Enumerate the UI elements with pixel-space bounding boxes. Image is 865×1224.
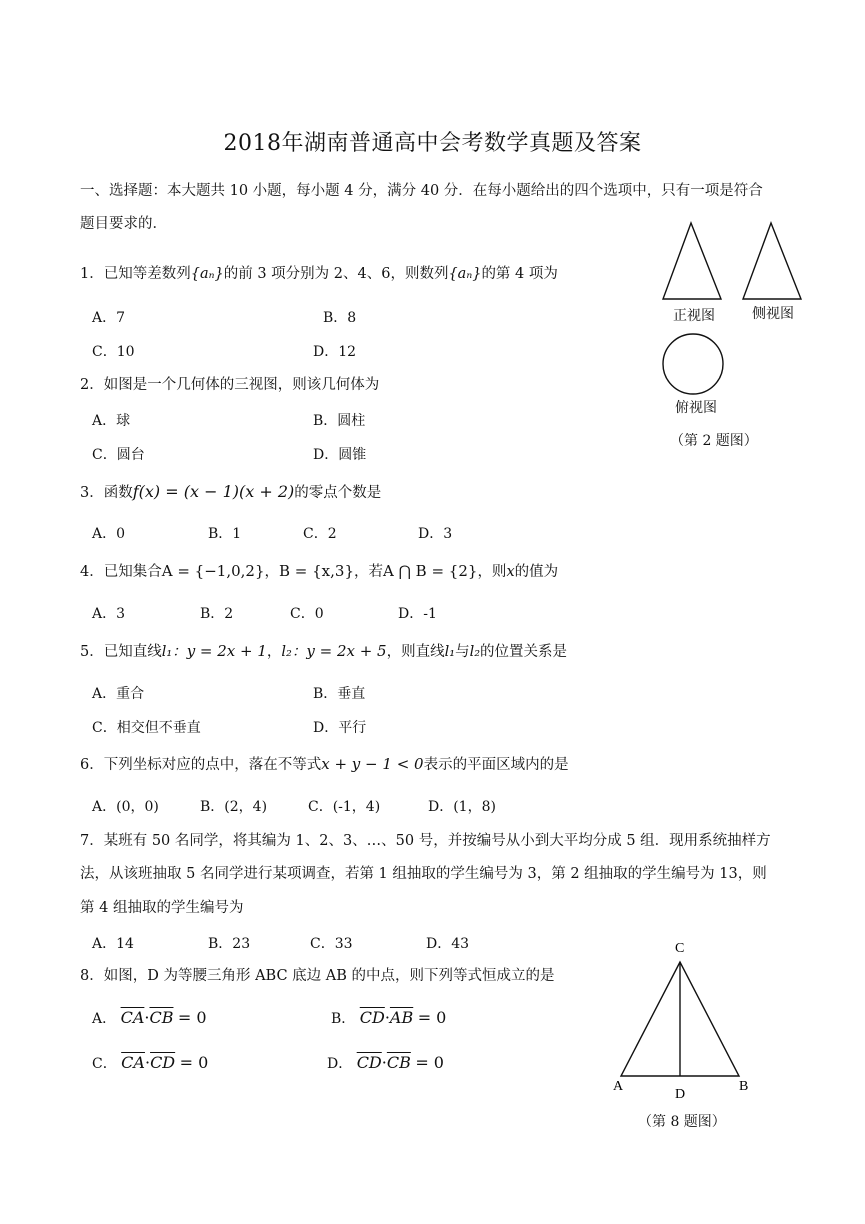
vector-cb: $\overline{CB}$ [149, 1008, 174, 1027]
q7-option-a: A．14 [92, 936, 134, 952]
q3-stem-part: 的零点个数是 [294, 485, 382, 501]
inequality-expression: x + y − 1 < 0 [321, 755, 424, 773]
front-view-triangle [663, 223, 721, 299]
q2-option-a: A．球 [92, 413, 131, 429]
line-l1-equation: y = 2x + 1 [186, 642, 267, 660]
question-2-stem: 2．如图是一个几何体的三视图，则该几何体为 [80, 377, 380, 393]
vertex-label-b: B [739, 1079, 749, 1094]
q5-separator: ， [266, 644, 282, 660]
q1-option-c: C．10 [92, 344, 135, 360]
question-7-line3: 第 4 组抽取的学生编号为 [80, 900, 244, 916]
q1-option-b: B．8 [323, 310, 357, 326]
equation-rhs: = 0 [179, 1053, 209, 1072]
q3-function-formula: f(x) = (x − 1)(x + 2) [132, 482, 295, 501]
line-l2-label: l₂： [281, 644, 307, 660]
question-7-line1: 7．某班有 50 名同学，将其编为 1、2、3、…、50 号，并按编号从小到大平均分成 5 组．现用系统抽样方 [80, 833, 771, 849]
q8-option-c: C． $\overline{CA}\cdot\overline{CD} = 0$ [92, 1053, 209, 1072]
vector-cb: $\overline{CB}$ [386, 1053, 411, 1072]
q7-option-d: D．43 [426, 936, 470, 952]
q1-stem-part: 的前 3 项分别为 2、4、6，则数列 [223, 266, 449, 282]
q3-option-a: A．0 [92, 526, 126, 542]
q6-stem-part: 表示的平面区域内的是 [423, 757, 569, 773]
q4-separator: ，若 [354, 564, 383, 580]
q4-option-a: A．3 [92, 606, 126, 622]
set-a-expression: A = {−1,0,2} [161, 562, 265, 580]
q2-option-b: B．圆柱 [313, 413, 366, 429]
question-4-stem [80, 561, 558, 582]
variable-x: x [506, 564, 515, 580]
q2-option-c: C．圆台 [92, 447, 145, 463]
page-title: 2018年湖南普通高中会考数学真题及答案 [223, 131, 642, 156]
q4-stem-part: 4．已知集合 [80, 564, 162, 580]
q4-option-c: C．0 [290, 606, 324, 622]
question-7-line2: 法，从该班抽取 5 名同学进行某项调查，若第 1 组抽取的学生编号为 3，第 2 组抽取的学生编号为 13，则 [80, 866, 767, 882]
option-letter: A． [92, 1011, 117, 1027]
q4-stem-part: 的值为 [514, 564, 559, 580]
line-l1-label: l₁： [161, 644, 187, 660]
q4-option-d: D．-1 [398, 606, 437, 622]
q6-stem-part: 6．下列坐标对应的点中，落在不等式 [80, 757, 322, 773]
figure-2-caption: （第 2 题图） [670, 433, 758, 449]
q3-option-b: B．1 [208, 526, 242, 542]
option-letter: D． [327, 1056, 353, 1072]
side-view-triangle [743, 223, 801, 299]
q3-stem-part: 3．函数 [80, 485, 133, 501]
sequence-symbol: {aₙ} [190, 266, 224, 282]
top-view-label: 俯视图 [675, 400, 717, 416]
q1-stem-part: 1．已知等差数列 [80, 266, 191, 282]
q7-option-b: B．23 [208, 936, 251, 952]
q8-option-d: D． $\overline{CD}\cdot\overline{CB} = 0$ [327, 1053, 444, 1072]
line-l2-equation: y = 2x + 5 [306, 642, 387, 660]
intersection-condition: A ⋂ B = {2} [383, 562, 478, 580]
figure-8-triangle [605, 935, 765, 1105]
figure-8-caption: （第 8 题图） [638, 1114, 726, 1130]
q7-option-c: C．33 [310, 936, 353, 952]
q4-separator: ， [264, 564, 279, 580]
line-l2-ref: l₂ [469, 644, 481, 660]
side-view-label: 侧视图 [752, 306, 794, 322]
question-6-stem [80, 754, 569, 775]
sequence-symbol: {aₙ} [448, 266, 482, 282]
q5-stem-part: 的位置关系是 [480, 644, 568, 660]
q6-option-c: C．(-1，4) [308, 799, 381, 815]
q5-option-d: D．平行 [313, 720, 367, 736]
q4-stem-part: ，则 [477, 564, 507, 580]
top-view-circle [663, 334, 723, 394]
q8-option-b: B． $\overline{CD}\cdot\overline{AB} = 0$ [331, 1008, 447, 1027]
front-view-label: 正视图 [673, 308, 715, 324]
vector-ab: $\overline{AB}$ [389, 1008, 414, 1027]
option-letter: C． [92, 1056, 117, 1072]
question-5-stem [80, 641, 567, 662]
q5-option-b: B．垂直 [313, 686, 366, 702]
question-8-stem: 8．如图，D 为等腰三角形 ABC 底边 AB 的中点，则下列等式恒成立的是 [80, 968, 555, 984]
line-l1-ref: l₁ [444, 644, 456, 660]
question-1-stem [80, 264, 558, 284]
q5-stem-part: 5．已知直线 [80, 644, 162, 660]
q6-option-d: D．(1，8) [428, 799, 496, 815]
vertex-label-c: C [675, 941, 685, 956]
section-intro-line1: 一、选择题：本大题共 10 小题，每小题 4 分，满分 40 分．在每小题给出的四个选项中，只有一项是符合 [80, 183, 763, 199]
equation-rhs: = 0 [177, 1008, 207, 1027]
section-intro-line2: 题目要求的． [80, 216, 167, 232]
q1-option-d: D．12 [313, 344, 357, 360]
q3-option-d: D．3 [418, 526, 453, 542]
vertex-label-a: A [613, 1079, 624, 1094]
vector-cd: $\overline{CD}$ [356, 1053, 382, 1072]
q8-option-a: A． $\overline{CA}\cdot\overline{CB} = 0$ [92, 1008, 207, 1027]
q5-stem-part: ，则直线 [386, 644, 445, 660]
q5-option-c: C．相交但不垂直 [92, 720, 201, 736]
q5-and: 与 [455, 644, 470, 660]
vector-cd: $\overline{CD}$ [359, 1008, 385, 1027]
equation-rhs: = 0 [415, 1053, 444, 1072]
q2-option-d: D．圆锥 [313, 447, 367, 463]
equation-rhs: = 0 [417, 1008, 447, 1027]
vector-cd: $\overline{CD}$ [150, 1053, 176, 1072]
set-b-expression: B = {x,3} [279, 562, 354, 580]
q1-stem-part: 的第 4 项为 [481, 266, 558, 282]
q6-option-b: B．(2，4) [200, 799, 268, 815]
q4-option-b: B．2 [200, 606, 234, 622]
vector-ca: $\overline{CA}$ [121, 1053, 145, 1072]
option-letter: B． [331, 1011, 356, 1027]
q5-option-a: A．重合 [92, 686, 145, 702]
vector-ca: $\overline{CA}$ [120, 1008, 145, 1027]
q6-option-a: A．(0，0) [92, 799, 159, 815]
q3-option-c: C．2 [303, 526, 337, 542]
midpoint-label-d: D [675, 1087, 686, 1102]
q1-option-a: A．7 [92, 310, 126, 326]
question-3-stem [80, 482, 381, 503]
